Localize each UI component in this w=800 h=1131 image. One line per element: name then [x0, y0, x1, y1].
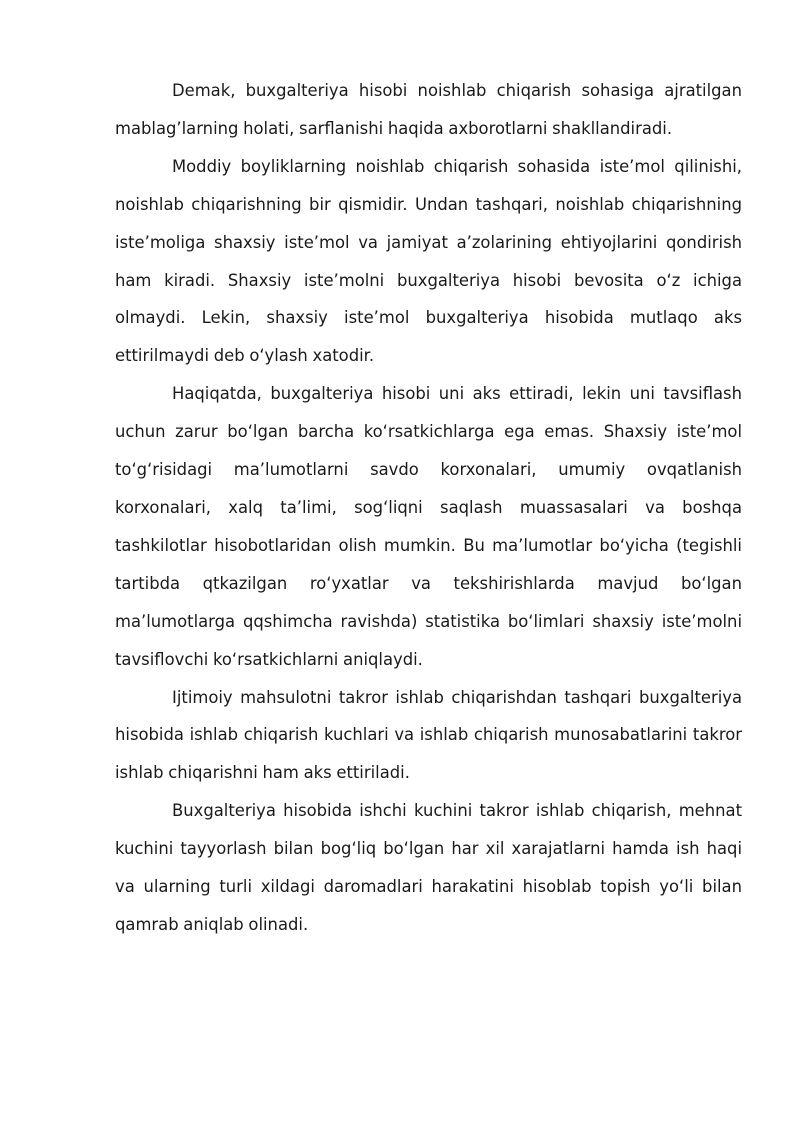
- paragraph-5: Buxgalteriya hisobida ishchi kuchini takror ishlab chiqarish, mehnat kuchini tayyorlash bilan bog‘liq bo‘lgan har xil xarajatlarni hamda ish haqi va ularning turli xildagi daromadlari harakatini hisoblab topish yo‘li bilan qamrab aniqlab olinadi.: [115, 801, 742, 934]
- paragraph-2: Moddiy boyliklarning noishlab chiqarish sohasida iste’mol qilinishi, noishlab chiqarishning bir qismidir. Undan tashqari, noishlab chiqarishning iste’moliga shaxsiy iste’mol va jamiyat a’zolarining ehtiyojlarini qondirish ham kiradi. Shaxsiy iste’molni buxgalteriya hisobi bevosita o‘z ichiga olmaydi. Lekin, shaxsiy iste’mol buxgalteriya hisobida mutlaqo aks ettirilmaydi deb o‘ylash xatodir.: [115, 156, 742, 366]
- document-body: [115, 72, 742, 944]
- paragraph-3: Haqiqatda, buxgalteriya hisobi uni aks ettiradi, lekin uni tavsiflash uchun zarur bo‘lgan barcha ko‘rsatkichlarga ega emas. Shaxsiy iste’mol to‘g‘risidagi ma’lumotlarni savdo korxonalari, umumiy ovqatlanish korxonalari, xalq ta’limi, sog‘liqni saqlash muassasalari va boshqa tashkilotlar hisobotlaridan olish mumkin. Bu ma’lumotlar bo‘yicha (tegishli tartibda qtkazilgan ro‘yxatlar va tekshirishlarda mavjud bo‘lgan ma’lumotlarga qqshimcha ravishda) statistika bo‘limlari shaxsiy iste’molni tavsiflovchi ko‘rsatkichlarni aniqlaydi.: [115, 384, 742, 669]
- paragraph-1: Demak, buxgalteriya hisobi noishlab chiqarish sohasiga ajratilgan mablag’larning holati, sarflanishi haqida axborotlarni shakllandiradi.: [115, 81, 742, 138]
- paragraph-4: Ijtimoiy mahsulotni takror ishlab chiqarishdan tashqari buxgalteriya hisobida ishlab chiqarish kuchlari va ishlab chiqarish munosabatlarini takror ishlab chiqarishni ham aks ettiriladi.: [115, 687, 742, 783]
